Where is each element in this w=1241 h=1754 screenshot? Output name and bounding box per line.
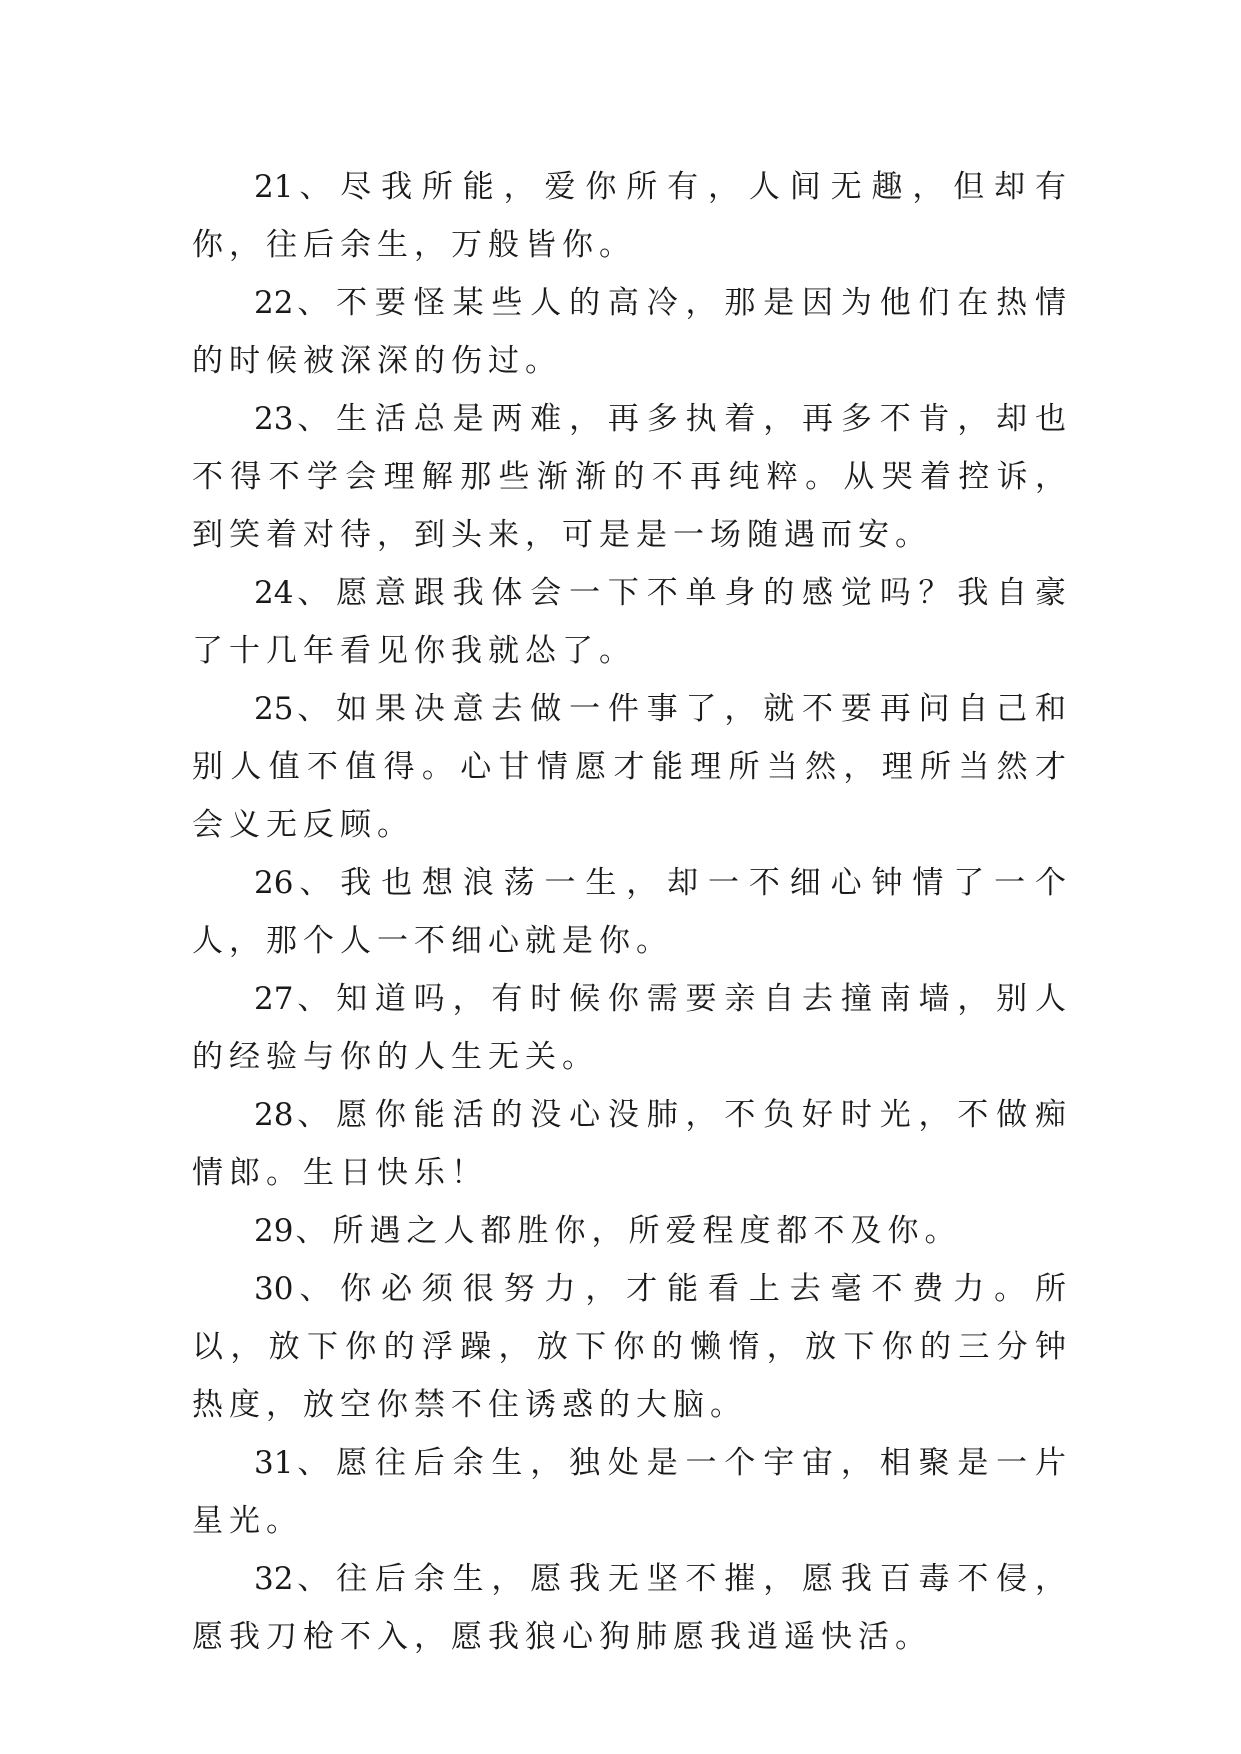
paragraph-text: 、愿往后余生，独处是一个宇宙，相聚是一片星光。 <box>192 1445 1072 1539</box>
paragraph-28 <box>192 1086 1072 1202</box>
paragraph-32 <box>192 1550 1072 1666</box>
paragraph-25 <box>192 680 1072 854</box>
paragraph-text: 、尽我所能，爱你所有，人间无趣，但却有你，往后余生，万般皆你。 <box>192 169 1072 263</box>
paragraph-30 <box>192 1260 1072 1434</box>
paragraph-number: 24 <box>254 575 294 611</box>
paragraph-number: 27 <box>254 981 294 1017</box>
paragraph-23 <box>192 390 1072 564</box>
document-body <box>192 158 1072 1666</box>
paragraph-31 <box>192 1434 1072 1550</box>
paragraph-number: 32 <box>254 1561 294 1597</box>
paragraph-number: 22 <box>254 285 294 321</box>
paragraph-text: 、如果决意去做一件事了，就不要再问自己和别人值不值得。心甘情愿才能理所当然，理所当然才会义无反顾。 <box>192 691 1072 843</box>
paragraph-27 <box>192 970 1072 1086</box>
paragraph-number: 25 <box>254 691 294 727</box>
paragraph-number: 21 <box>254 169 294 205</box>
paragraph-22 <box>192 274 1072 390</box>
paragraph-text: 、我也想浪荡一生，却一不细心钟情了一个人，那个人一不细心就是你。 <box>192 865 1072 959</box>
paragraph-24 <box>192 564 1072 680</box>
paragraph-text: 、所遇之人都胜你，所爱程度都不及你。 <box>295 1213 962 1249</box>
paragraph-text: 、知道吗，有时候你需要亲自去撞南墙，别人的经验与你的人生无关。 <box>192 981 1072 1075</box>
paragraph-number: 28 <box>254 1097 294 1133</box>
paragraph-number: 31 <box>254 1445 294 1481</box>
paragraph-text: 、愿意跟我体会一下不单身的感觉吗？我自豪了十几年看见你我就怂了。 <box>192 575 1072 669</box>
paragraph-number: 30 <box>254 1271 294 1307</box>
paragraph-text: 、你必须很努力，才能看上去毫不费力。所以，放下你的浮躁，放下你的懒惰，放下你的三分钟热度，放空你禁不住诱惑的大脑。 <box>192 1271 1072 1423</box>
paragraph-number: 26 <box>254 865 294 901</box>
paragraph-text: 、不要怪某些人的高冷，那是因为他们在热情的时候被深深的伤过。 <box>192 285 1072 379</box>
paragraph-number: 29 <box>254 1213 294 1249</box>
paragraph-21 <box>192 158 1072 274</box>
paragraph-29 <box>192 1202 1072 1260</box>
paragraph-text: 、愿你能活的没心没肺，不负好时光，不做痴情郎。生日快乐！ <box>192 1097 1072 1191</box>
paragraph-number: 23 <box>254 401 294 437</box>
paragraph-text: 、生活总是两难，再多执着，再多不肯，却也不得不学会理解那些渐渐的不再纯粹。从哭着控诉，到笑着对待，到头来，可是是一场随遇而安。 <box>192 401 1072 553</box>
paragraph-26 <box>192 854 1072 970</box>
paragraph-text: 、往后余生，愿我无坚不摧，愿我百毒不侵，愿我刀枪不入，愿我狼心狗肺愿我逍遥快活。 <box>192 1561 1072 1655</box>
